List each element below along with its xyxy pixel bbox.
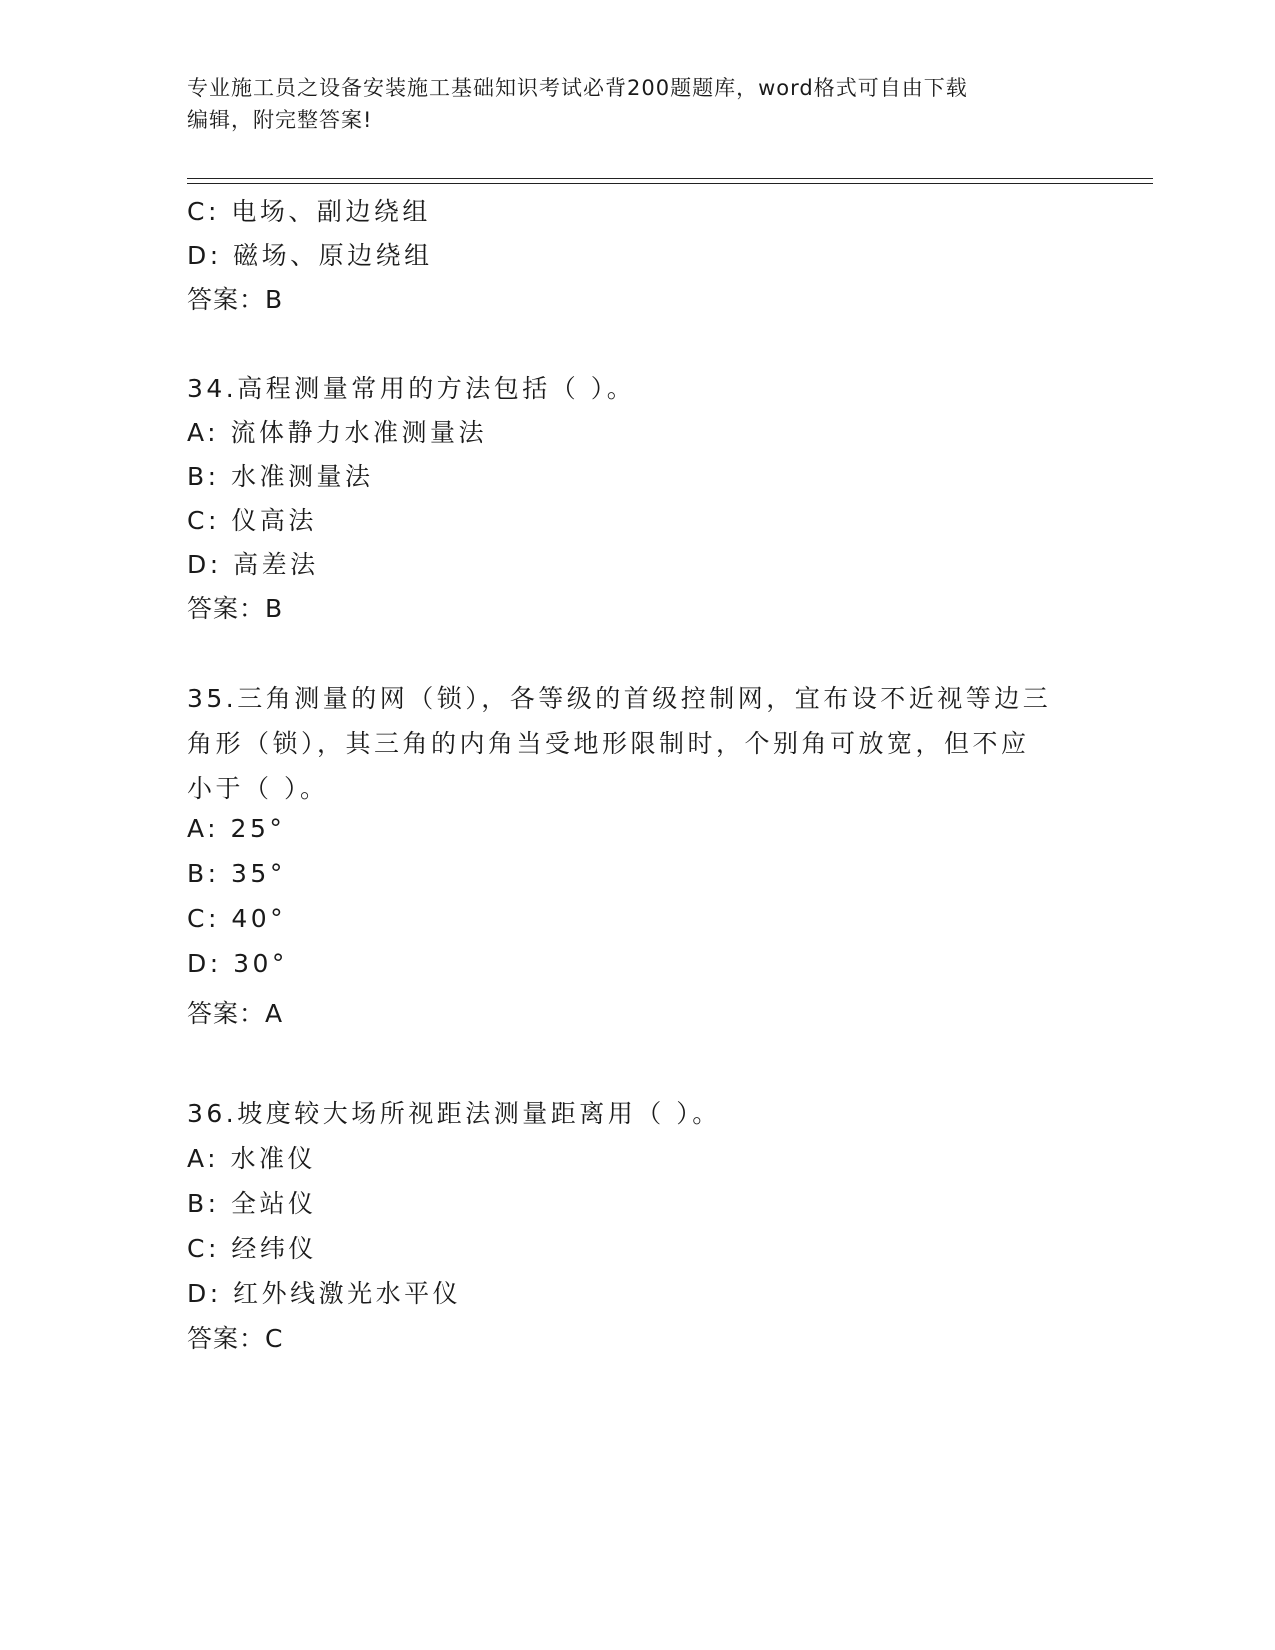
- q35-option-a: A: 25°: [187, 814, 286, 843]
- q35-question-line-2: 角形（锁），其三角的内角当受地形限制时，个别角可放宽，但不应: [187, 729, 1030, 758]
- q36-option-c: C: 经纬仪: [187, 1234, 317, 1263]
- q34-option-d: D: 高差法: [187, 550, 319, 579]
- q35-answer: 答案：A: [187, 999, 284, 1028]
- document-header: [187, 72, 1087, 136]
- q34-option-b: B: 水准测量法: [187, 462, 374, 491]
- q33-option-d: D: 磁场、原边绕组: [187, 241, 433, 270]
- q36-option-a: A: 水准仪: [187, 1144, 317, 1173]
- q33-answer: 答案：B: [187, 285, 284, 314]
- q34-answer: 答案：B: [187, 594, 284, 623]
- q34-option-a: A: 流体静力水准测量法: [187, 418, 488, 447]
- q36-option-d: D: 红外线激光水平仪: [187, 1279, 462, 1308]
- q35-option-d: D: 30°: [187, 949, 288, 978]
- header-line-2: 编辑，附完整答案!: [187, 108, 373, 132]
- q34-option-c: C: 仪高法: [187, 506, 317, 535]
- q35-question-line-1: 35.三角测量的网（锁），各等级的首级控制网，宜布设不近视等边三: [187, 684, 1052, 713]
- q36-option-b: B: 全站仪: [187, 1189, 317, 1218]
- q35-option-c: C: 40°: [187, 904, 287, 933]
- header-divider-bottom: [187, 183, 1153, 184]
- q35-question-line-3: 小于（ ）。: [187, 774, 329, 803]
- q35-option-b: B: 35°: [187, 859, 286, 888]
- q36-question: 36.坡度较大场所视距法测量距离用（ ）。: [187, 1099, 721, 1128]
- header-line-1: 专业施工员之设备安装施工基础知识考试必背200题题库，word格式可自由下载: [187, 76, 968, 100]
- header-divider-top: [187, 178, 1153, 179]
- q33-option-c: C: 电场、副边绕组: [187, 197, 431, 226]
- q34-question: 34.高程测量常用的方法包括（ ）。: [187, 374, 636, 403]
- q36-answer: 答案：C: [187, 1324, 284, 1353]
